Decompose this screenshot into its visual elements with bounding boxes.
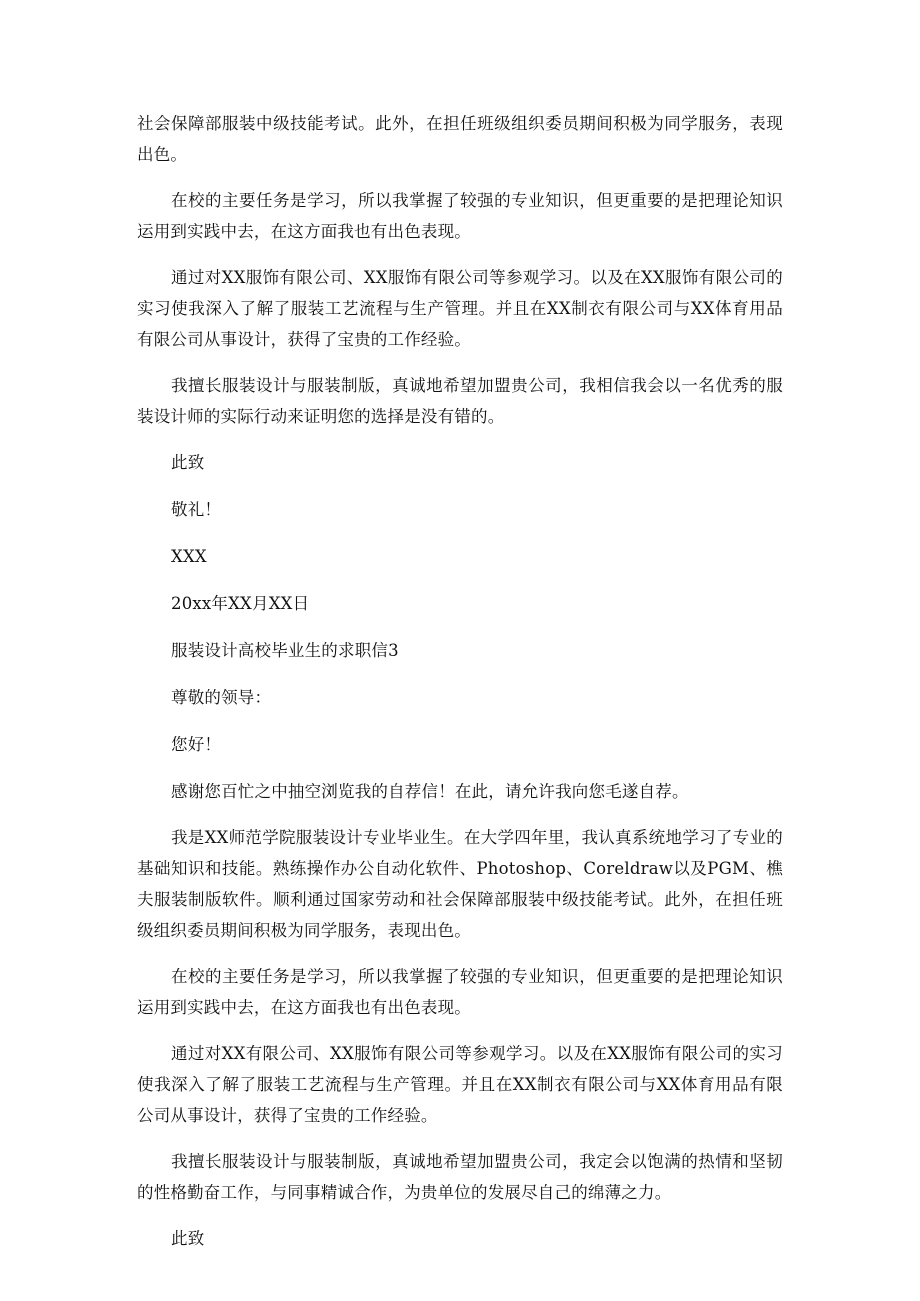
paragraph: 我擅长服装设计与服装制版，真诚地希望加盟贵公司，我定会以饱满的热情和坚韧的性格勤奋工作，与同事精诚合作，为贵单位的发展尽自己的绵薄之力。 bbox=[137, 1152, 783, 1202]
paragraph: 通过对XX有限公司、XX服饰有限公司等参观学习。以及在XX服饰有限公司的实习使我深入了解了服装工艺流程与生产管理。并且在XX制衣有限公司与XX体育用品有限公司从事设计，获得了宝贵的工作经验。 bbox=[137, 1044, 783, 1125]
paragraph: 通过对XX服饰有限公司、XX服饰有限公司等参观学习。以及在XX服饰有限公司的实习使我深入了解了服装工艺流程与生产管理。并且在XX制衣有限公司与XX体育用品有限公司从事设计，获得了宝贵的工作经验。 bbox=[137, 268, 783, 349]
greeting-hello: 您好！ bbox=[171, 735, 222, 754]
document-body bbox=[137, 108, 783, 1270]
salutation-closing: 敬礼！ bbox=[171, 500, 222, 519]
paragraph: 我擅长服装设计与服装制版，真诚地希望加盟贵公司，我相信我会以一名优秀的服装设计师的实际行动来证明您的选择是没有错的。 bbox=[137, 376, 783, 426]
paragraph: 社会保障部服装中级技能考试。此外，在担任班级组织委员期间积极为同学服务，表现出色。 bbox=[137, 114, 783, 164]
greeting: 尊敬的领导： bbox=[171, 688, 272, 707]
signature-name: XXX bbox=[171, 547, 207, 566]
signature-date: 20xx年XX月XX日 bbox=[171, 594, 310, 613]
closing-line: 此致 bbox=[171, 453, 205, 472]
section-title: 服装设计高校毕业生的求职信3 bbox=[171, 641, 399, 660]
paragraph: 在校的主要任务是学习，所以我掌握了较强的专业知识，但更重要的是把理论知识运用到实践中去，在这方面我也有出色表现。 bbox=[137, 967, 783, 1017]
paragraph: 感谢您百忙之中抽空浏览我的自荐信！在此，请允许我向您毛遂自荐。 bbox=[171, 782, 689, 801]
paragraph: 我是XX师范学院服装设计专业毕业生。在大学四年里，我认真系统地学习了专业的基础知识和技能。熟练操作办公自动化软件、Photoshop、Coreldraw以及PGM、樵夫服装制版软件。顺利通过国家劳动和社会保障部服装中级技能考试。此外，在担任班级组织委员期间积极为同学服务，表现出色。 bbox=[137, 828, 783, 940]
closing-line: 此致 bbox=[171, 1229, 205, 1248]
paragraph: 在校的主要任务是学习，所以我掌握了较强的专业知识，但更重要的是把理论知识运用到实践中去，在这方面我也有出色表现。 bbox=[137, 191, 783, 241]
